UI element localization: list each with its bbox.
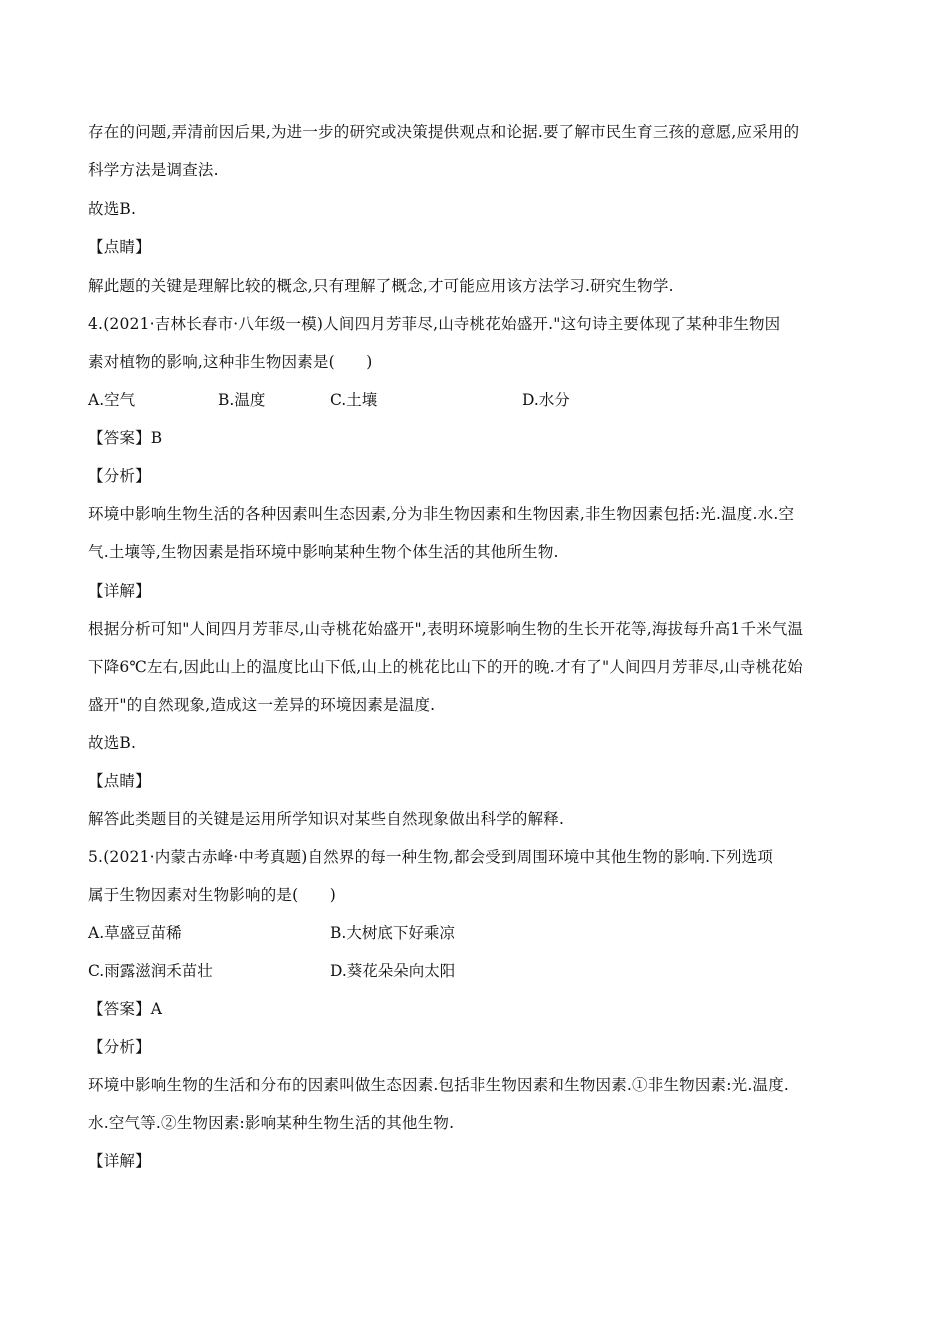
q4-detail-line-1: 根据分析可知"人间四月芳菲尽,山寺桃花始盛开",表明环境影响生物的生长开花等,海拔每升高1千米气温 (88, 620, 804, 638)
q5-option-a: A.草盛豆苗稀 (88, 924, 182, 942)
prev-conclusion: 故选B. (88, 200, 137, 218)
q5-analysis-line-2: 水.空气等.②生物因素:影响某种生物生活的其他生物. (88, 1114, 455, 1132)
q4-analysis-line-1: 环境中影响生物生活的各种因素叫生态因素,分为非生物因素和生物因素,非生物因素包括:光.温度.水.空 (88, 505, 795, 523)
prev-comment: 解此题的关键是理解比较的概念,只有理解了概念,才可能应用该方法学习.研究生物学. (88, 277, 674, 295)
q4-detail-line-3: 盛开"的自然现象,造成这一差异的环境因素是温度. (88, 696, 436, 714)
prev-explanation-line-2: 科学方法是调查法. (88, 161, 219, 179)
q5-option-b: B.大树底下好乘凉 (330, 924, 455, 942)
q4-detail-heading: 【详解】 (88, 582, 151, 600)
q5-stem-line-1: 5.(2021·内蒙古赤峰·中考真题)自然界的每一种生物,都会受到周围环境中其他生物的影响.下列选项 (88, 848, 774, 866)
q4-answer: 【答案】B (88, 429, 163, 447)
q4-conclusion: 故选B. (88, 734, 137, 752)
q4-analysis-line-2: 气.土壤等,生物因素是指环境中影响某种生物个体生活的其他所生物. (88, 543, 559, 561)
q4-comment-heading: 【点睛】 (88, 772, 151, 790)
q4-option-a: A.空气 (88, 391, 136, 409)
q4-stem-line-2: 素对植物的影响,这种非生物因素是( ) (88, 353, 373, 371)
q4-option-c: C.土壤 (330, 391, 378, 409)
q5-stem-line-2: 属于生物因素对生物影响的是( ) (88, 886, 336, 904)
q4-option-b: B.温度 (218, 391, 266, 409)
q5-analysis-heading: 【分析】 (88, 1038, 151, 1056)
q5-detail-heading: 【详解】 (88, 1152, 151, 1170)
q5-option-c: C.雨露滋润禾苗壮 (88, 962, 213, 980)
q5-option-d: D.葵花朵朵向太阳 (330, 962, 456, 980)
prev-explanation-line-1: 存在的问题,弄清前因后果,为进一步的研究或决策提供观点和论据.要了解市民生育三孩的意愿,应采用的 (88, 123, 800, 141)
q4-detail-line-2: 下降6℃左右,因此山上的温度比山下低,山上的桃花比山下的开的晚.才有了"人间四月芳菲尽,山寺桃花始 (88, 658, 803, 676)
q5-answer: 【答案】A (88, 1000, 163, 1018)
q4-comment: 解答此类题目的关键是运用所学知识对某些自然现象做出科学的解释. (88, 810, 565, 828)
q4-option-d: D.水分 (522, 391, 570, 409)
q4-analysis-heading: 【分析】 (88, 467, 151, 485)
prev-comment-heading: 【点睛】 (88, 238, 151, 256)
q5-analysis-line-1: 环境中影响生物的生活和分布的因素叫做生态因素.包括非生物因素和生物因素.①非生物因素:光.温度. (88, 1076, 790, 1094)
q4-stem-line-1: 4.(2021·吉林长春市·八年级一模)人间四月芳菲尽,山寺桃花始盛开."这句诗主要体现了某种非生物因 (88, 315, 781, 333)
